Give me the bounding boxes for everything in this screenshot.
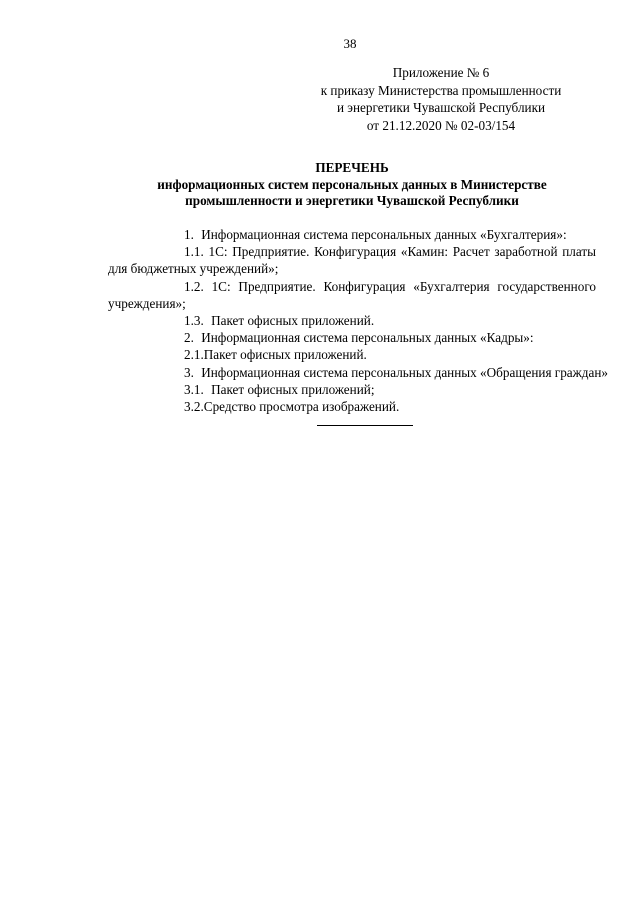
item-number: 1. (184, 227, 194, 242)
list-item (108, 364, 608, 381)
list-item (108, 312, 596, 329)
page-number: 38 (343, 36, 357, 51)
appendix-order-line: к приказу Министерства промышленности (320, 82, 562, 98)
item-text: Пакет офисных приложений; (211, 381, 375, 397)
item-text: 1С: Предприятие. Конфигурация «Камин: Расчет заработной платы для бюджетных учреждений»; (108, 244, 596, 277)
list-item (108, 329, 596, 346)
systems-list (108, 226, 608, 415)
document-title (108, 160, 596, 210)
end-separator-line (317, 425, 413, 426)
item-number: 3.1. (184, 381, 204, 397)
item-text: Информационная система персональных данных «Бухгалтерия»: (201, 227, 567, 242)
item-number: 3.2. (184, 399, 204, 415)
title-subline-1: информационных систем персональных данных в Министерстве (157, 176, 547, 192)
item-number: 1.1. (184, 244, 204, 260)
title-heading: ПЕРЕЧЕНЬ (315, 160, 389, 175)
item-number: 2. (184, 330, 194, 346)
appendix-block (296, 64, 586, 134)
appendix-ministry-line: и энергетики Чувашской Республики (336, 100, 546, 115)
title-subline-2: промышленности и энергетики Чувашской Республики (185, 193, 519, 208)
list-item (108, 398, 596, 415)
item-number: 1.2. (184, 278, 204, 294)
item-number: 2.1. (184, 347, 204, 363)
list-item (108, 243, 596, 277)
appendix-title: Приложение № 6 (392, 65, 490, 80)
list-item (108, 278, 596, 312)
item-number: 3. (184, 364, 194, 380)
item-text: Пакет офисных приложений. (203, 347, 367, 363)
item-text: Пакет офисных приложений. (211, 313, 375, 329)
list-item (108, 381, 596, 398)
item-text: Информационная система персональных данных «Кадры»: (201, 330, 534, 346)
item-number: 1.3. (184, 313, 204, 329)
list-item (108, 226, 596, 243)
item-text: Средство просмотра изображений. (203, 399, 400, 415)
item-text: Информационная система персональных данных «Обращения граждан» (201, 364, 608, 380)
appendix-date-line: от 21.12.2020 № 02-03/154 (366, 117, 516, 133)
list-item (108, 346, 596, 363)
item-text: 1С: Предприятие. Конфигурация «Бухгалтерия государственного учреждения»; (108, 278, 596, 311)
